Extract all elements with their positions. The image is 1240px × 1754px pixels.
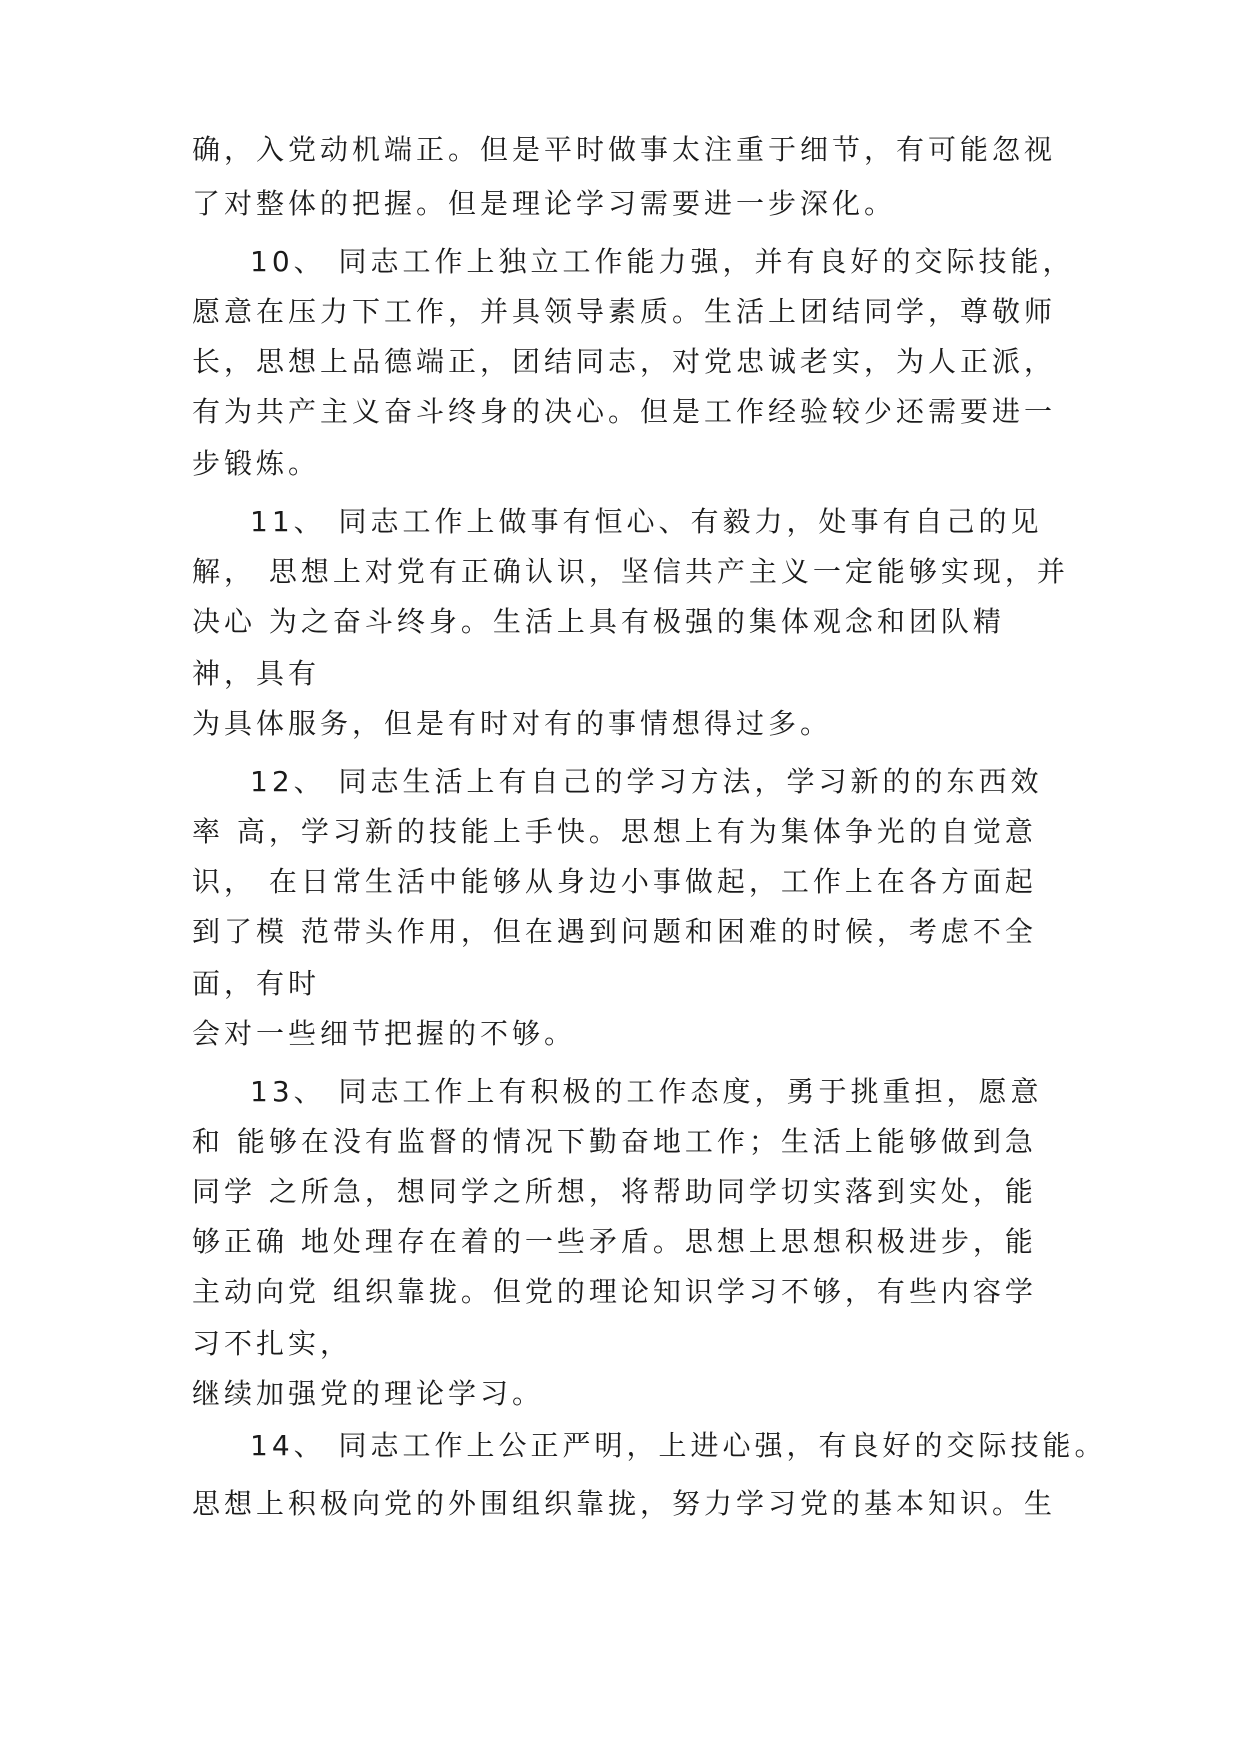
text-line: 有为共产主义奋斗终身的决心。但是工作经验较少还需要进一 (192, 395, 1057, 428)
text-line: 和 能够在没有监督的情况下勤奋地工作；生活上能够做到急 (192, 1125, 1037, 1158)
text-line: 步锻炼。 (192, 447, 321, 480)
text-line: 同学 之所急，想同学之所想，将帮助同学切实落到实处，能 (192, 1175, 1037, 1208)
text-line: 11、 同志工作上做事有恒心、有毅力，处事有自己的见 (250, 505, 1043, 538)
text-line: 面，有时 (192, 967, 321, 1000)
text-line: 习不扎实， (192, 1327, 353, 1360)
text-line: 主动向党 组织靠拢。但党的理论知识学习不够，有些内容学 (192, 1275, 1037, 1308)
text-line: 13、 同志工作上有积极的工作态度，勇于挑重担，愿意 (250, 1075, 1043, 1108)
text-line: 12、 同志生活上有自己的学习方法，学习新的的东西效 (250, 765, 1043, 798)
text-line: 为具体服务，但是有时对有的事情想得过多。 (192, 707, 833, 740)
text-line: 神，具有 (192, 657, 321, 690)
text-line: 思想上积极向党的外围组织靠拢，努力学习党的基本知识。生 (192, 1487, 1057, 1520)
text-line: 率 高，学习新的技能上手快。思想上有为集体争光的自觉意 (192, 815, 1037, 848)
text-line: 到了模 范带头作用，但在遇到问题和困难的时候，考虑不全 (192, 915, 1037, 948)
text-line: 会对一些细节把握的不够。 (192, 1017, 577, 1050)
text-line: 10、 同志工作上独立工作能力强，并有良好的交际技能， (250, 245, 1075, 278)
text-line: 够正确 地处理存在着的一些矛盾。思想上思想积极进步，能 (192, 1225, 1037, 1258)
text-line: 长，思想上品德端正，团结同志，对党忠诚老实，为人正派， (192, 345, 1057, 378)
text-line: 继续加强党的理论学习。 (192, 1377, 545, 1410)
text-line: 决心 为之奋斗终身。生活上具有极强的集体观念和团队精 (192, 605, 1005, 638)
text-line: 了对整体的把握。但是理论学习需要进一步深化。 (192, 187, 897, 220)
text-line: 14、 同志工作上公正严明，上进心强，有良好的交际技能。 (250, 1429, 1107, 1462)
text-line: 确，入党动机端正。但是平时做事太注重于细节，有可能忽视 (192, 133, 1057, 166)
text-line: 愿意在压力下工作，并具领导素质。生活上团结同学，尊敬师 (192, 295, 1057, 328)
text-line: 识， 在日常生活中能够从身边小事做起，工作上在各方面起 (192, 865, 1037, 898)
text-line: 解， 思想上对党有正确认识，坚信共产主义一定能够实现，并 (192, 555, 1069, 588)
